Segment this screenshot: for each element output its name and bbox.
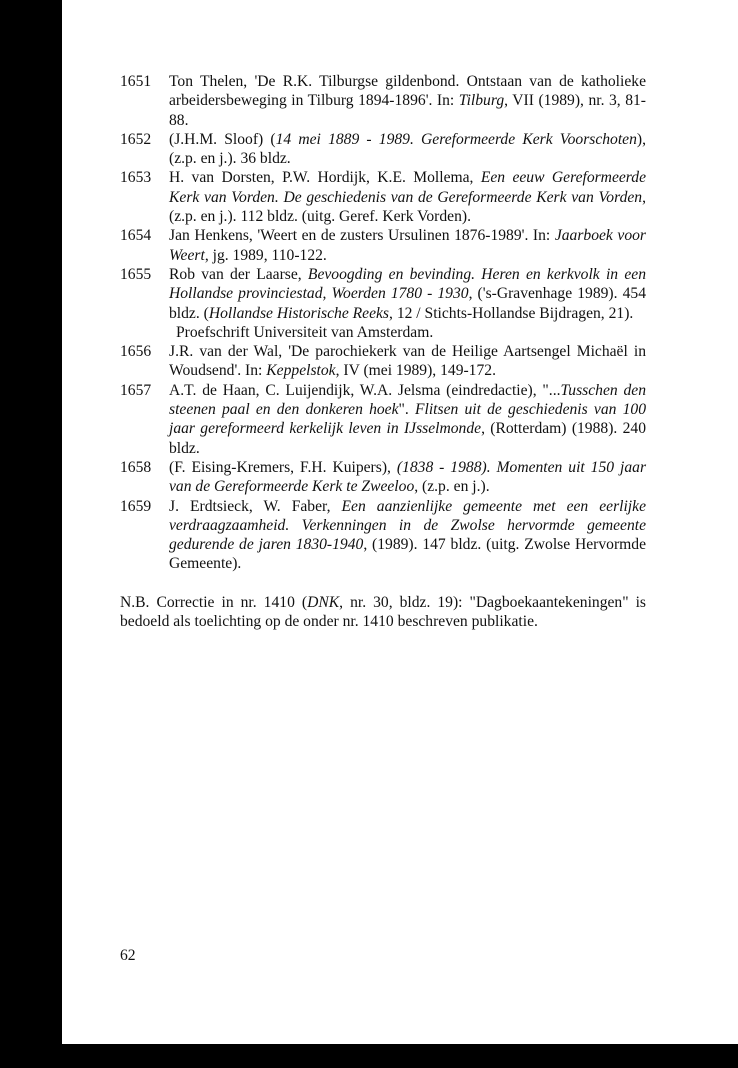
bibliography-entry xyxy=(120,265,646,323)
entry-text xyxy=(169,168,646,226)
entry-text xyxy=(169,458,646,497)
entry-number: 1658 xyxy=(120,458,152,476)
entry-number: 1656 xyxy=(120,343,152,361)
entry-number: 1659 xyxy=(120,497,152,515)
bibliography-entry xyxy=(120,72,646,130)
text-segment: J.R. van der Wal, 'De parochiekerk van de Heilige Aartsengel Michaël in Woudsend'. In: xyxy=(169,343,646,380)
text-segment: , 12 / Stichts-Hollandse Bijdragen, 21). xyxy=(389,304,634,322)
entries-container xyxy=(120,72,646,574)
bibliography-entry xyxy=(120,381,646,458)
italic-title: Keppelstok xyxy=(266,362,336,380)
entry-remark: Proefschrift Universiteit van Amsterdam. xyxy=(176,323,434,341)
italic-title: (1838 - 1988). Momenten uit 150 jaar van de Gereformeerde Kerk te Zweeloo xyxy=(169,458,647,496)
correction-note xyxy=(120,593,646,632)
bibliography-entry xyxy=(120,226,646,265)
text-segment: A.T. de Haan, C. Luijendijk, W.A. Jelsma (eindredactie), "... xyxy=(169,381,561,399)
italic-title: DNK xyxy=(307,593,340,611)
bibliography-entry xyxy=(120,168,646,226)
scan-border-left xyxy=(0,0,62,1068)
bibliography-entry xyxy=(120,342,646,381)
entry-text xyxy=(169,265,646,323)
entry-text xyxy=(169,72,646,130)
italic-title: Jaarboek voor Weert xyxy=(169,227,646,264)
text-segment: H. van Dorsten, P.W. Hordijk, K.E. Mollema, xyxy=(169,169,481,187)
text-segment: , (z.p. en j.). 112 bldz. (uitg. Geref. Kerk Vorden). xyxy=(169,188,646,226)
text-segment: , (1989). 147 bldz. (uitg. Zwolse Hervormde Gemeente). xyxy=(169,536,646,573)
text-segment: ". xyxy=(398,401,415,419)
italic-title: Tusschen den steenen paal en den donkeren hoek xyxy=(169,381,646,419)
text-segment: Jan Henkens, 'Weert en de zusters Ursulinen 1876-1989'. In: xyxy=(169,227,555,245)
entry-text xyxy=(169,226,646,265)
text-segment: , VII (1989), nr. 3, 81-88. xyxy=(169,92,646,129)
bibliography-entry xyxy=(120,130,646,169)
italic-title: 14 mei 1889 - 1989. Gereformeerde Kerk Voorschoten xyxy=(275,130,637,148)
entry-number: 1653 xyxy=(120,169,152,187)
text-segment: , ('s-Gravenhage 1989). 454 bldz. ( xyxy=(169,285,646,322)
italic-title: Een aanzienlijke gemeente met een eerlijke verdraagzaamheid. Verkenningen in de Zwolse hervormde gemeente gedurende de jaren 1830-1940 xyxy=(169,497,646,554)
text-segment: , (Rotterdam) (1988). 240 bldz. xyxy=(169,420,646,457)
text-segment: J. Erdtsieck, W. Faber, xyxy=(169,497,342,515)
entry-text xyxy=(169,342,646,381)
entry-number: 1652 xyxy=(120,130,152,148)
scan-border-bottom xyxy=(0,1044,738,1068)
text-segment: , IV (mei 1989), 149-172. xyxy=(335,362,496,380)
entry-number: 1657 xyxy=(120,381,152,399)
entry-number: 1654 xyxy=(120,227,152,245)
text-segment: Ton Thelen, 'De R.K. Tilburgse gildenbond. Ontstaan van de katholieke arbeidersbeweging in Tilburg 1894-1896'. In: xyxy=(169,73,646,110)
bibliography-list xyxy=(120,72,646,631)
text-segment: , jg. 1989, 110-122. xyxy=(204,246,327,264)
text-segment: (F. Eising-Kremers, F.H. Kuipers), xyxy=(169,458,397,476)
italic-title: Flitsen uit de geschiedenis van 100 jaar gereformeerd kerkelijk leven in IJsselmonde xyxy=(169,401,646,438)
text-segment: Rob van der Laarse, xyxy=(169,265,308,283)
text-segment: N.B. Correctie in nr. 1410 ( xyxy=(120,593,308,611)
italic-title: Tilburg xyxy=(458,92,505,110)
page-number: 62 xyxy=(120,947,136,964)
italic-title: Een eeuw Gereformeerde Kerk van Vorden. De geschiedenis van de Gereformeerde Kerk van Vorden xyxy=(169,169,646,206)
entry-text xyxy=(169,497,646,574)
text-segment: ), (z.p. en j.). 36 bldz. xyxy=(169,130,646,168)
entry-number: 1651 xyxy=(120,73,152,90)
text-segment: , (z.p. en j.). xyxy=(414,478,490,496)
entry-text xyxy=(169,130,646,169)
italic-title: Bevoogding en bevinding. Heren en kerkvolk in een Hollandse provinciestad, Woerden 1780 - 1930 xyxy=(169,265,647,303)
bibliography-entry xyxy=(120,458,646,497)
entry-text xyxy=(169,381,646,458)
entry-number: 1655 xyxy=(120,265,152,283)
text-segment: , nr. 30, bldz. 19): "Dagboekaantekeningen" is bedoeld als toelichting op de onder nr. 1410 beschreven publikatie. xyxy=(120,593,646,631)
text-segment: (J.H.M. Sloof) ( xyxy=(169,130,276,148)
bibliography-entry xyxy=(120,497,646,574)
italic-title: Hollandse Historische Reeks xyxy=(208,304,390,322)
